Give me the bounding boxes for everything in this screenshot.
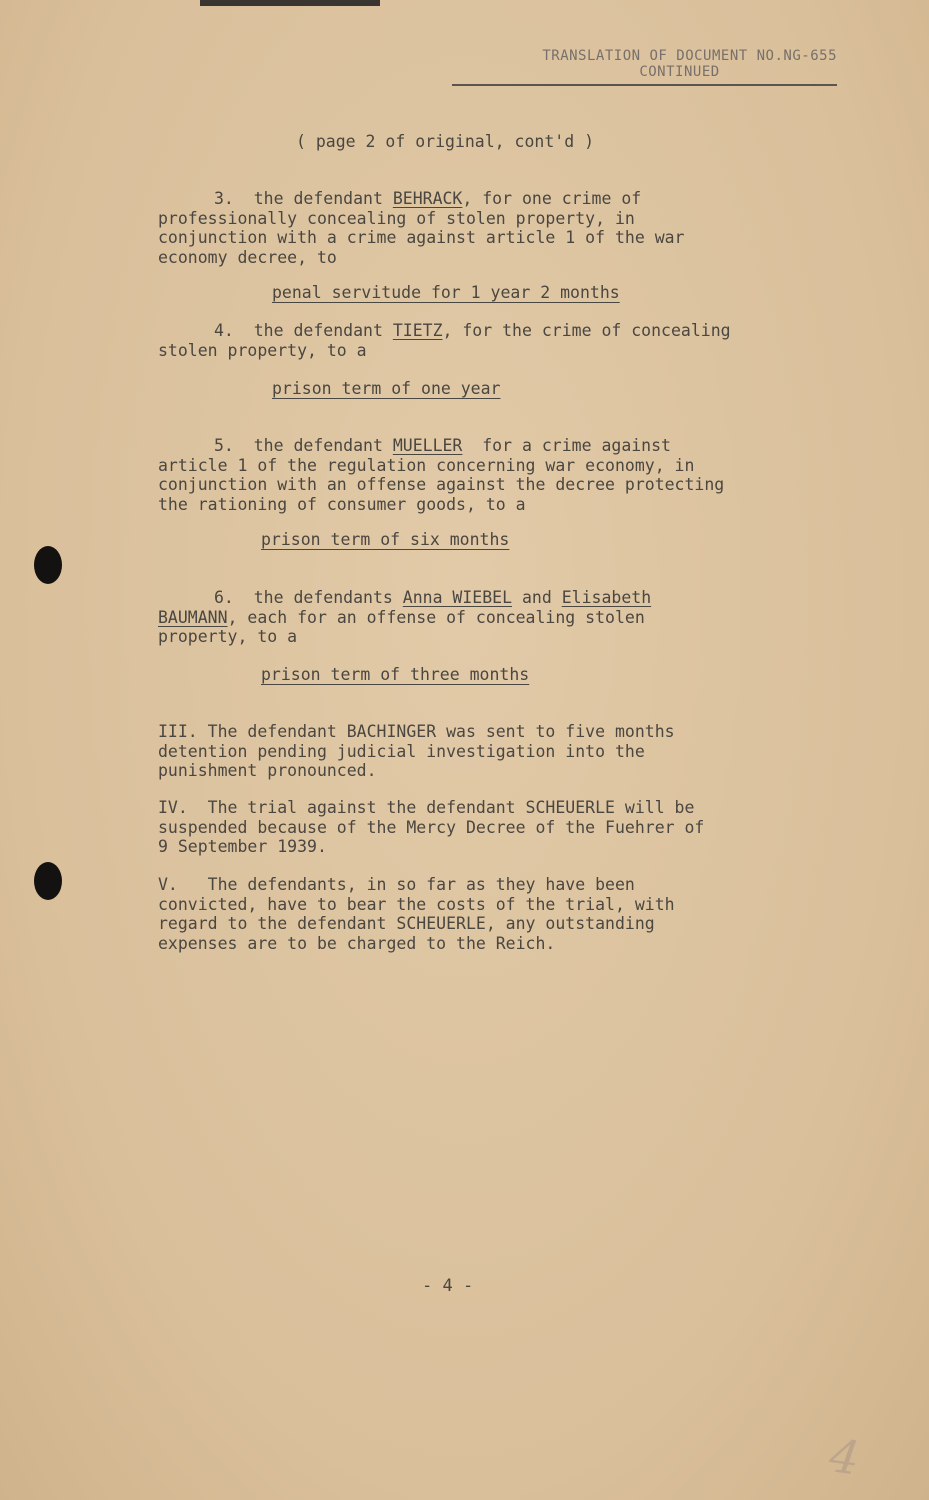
section-iv: IV. The trial against the defendant SCHEUERLE will be suspended because of the Mercy Decree of the Fuehrer of 9 September 1939.: [158, 798, 705, 856]
item-body: for a crime against article 1 of the regulation concerning war economy, in conjunction with an offense against the decree protecting the rationing of consumer goods, to a: [158, 436, 725, 514]
item-body: , each for an offense of concealing stolen property, to a: [158, 607, 645, 646]
item-body: , for one crime of professionally concealing of stolen property, in conjunction with a crime against article 1 of the war economy decree, to: [158, 189, 685, 267]
header-continued-line: CONTINUED: [639, 64, 720, 80]
defendant-name: MUELLER: [392, 436, 463, 455]
item-body: , for the crime of concealing stolen property, to a: [158, 321, 731, 360]
defendant-name: Anna WIEBEL: [402, 588, 513, 607]
sentence-4: prison term of one year: [272, 379, 501, 398]
defendant-name: BEHRACK: [392, 189, 463, 208]
item-5-text: [158, 436, 818, 514]
item-prefix: the defendants: [253, 588, 403, 607]
header-translation-line: TRANSLATION OF DOCUMENT NO.NG-655: [542, 48, 837, 64]
item-prefix: the defendant: [253, 436, 393, 455]
item-conjunction: and: [512, 588, 562, 607]
item-prefix: the defendant: [253, 189, 393, 208]
page-reference: ( page 2 of original, cont'd ): [296, 132, 595, 151]
item-prefix: the defendant: [253, 321, 393, 340]
item-number: 3.: [214, 189, 234, 208]
pencil-page-mark: 4: [826, 1428, 863, 1486]
document-header: [452, 48, 837, 86]
item-number: 6.: [214, 588, 234, 607]
item-4-text: [158, 321, 818, 360]
section-v: V. The defendants, in so far as they have been convicted, have to bear the costs of the trial, with regard to the defendant SCHEUERLE, any outstanding expenses are to be charged to the Reich.: [158, 875, 675, 953]
punch-hole-top: [34, 546, 62, 584]
defendant-name: TIETZ: [392, 321, 443, 340]
item-number: 5.: [214, 436, 234, 455]
defendant-name-2: Elisabeth BAUMANN: [158, 588, 652, 627]
sentence-5: prison term of six months: [261, 530, 510, 549]
sentence-3: penal servitude for 1 year 2 months: [272, 283, 620, 302]
section-iii: III. The defendant BACHINGER was sent to five months detention pending judicial investigation into the punishment pronounced.: [158, 722, 675, 780]
sentence-6: prison term of three months: [261, 665, 530, 684]
header-rule: [452, 84, 837, 86]
punch-hole-bottom: [34, 862, 62, 900]
top-edge-mark: [200, 0, 380, 6]
page-number: - 4 -: [422, 1276, 474, 1296]
item-3-text: [158, 189, 818, 267]
item-number: 4.: [214, 321, 234, 340]
item-6-text: [158, 588, 818, 647]
